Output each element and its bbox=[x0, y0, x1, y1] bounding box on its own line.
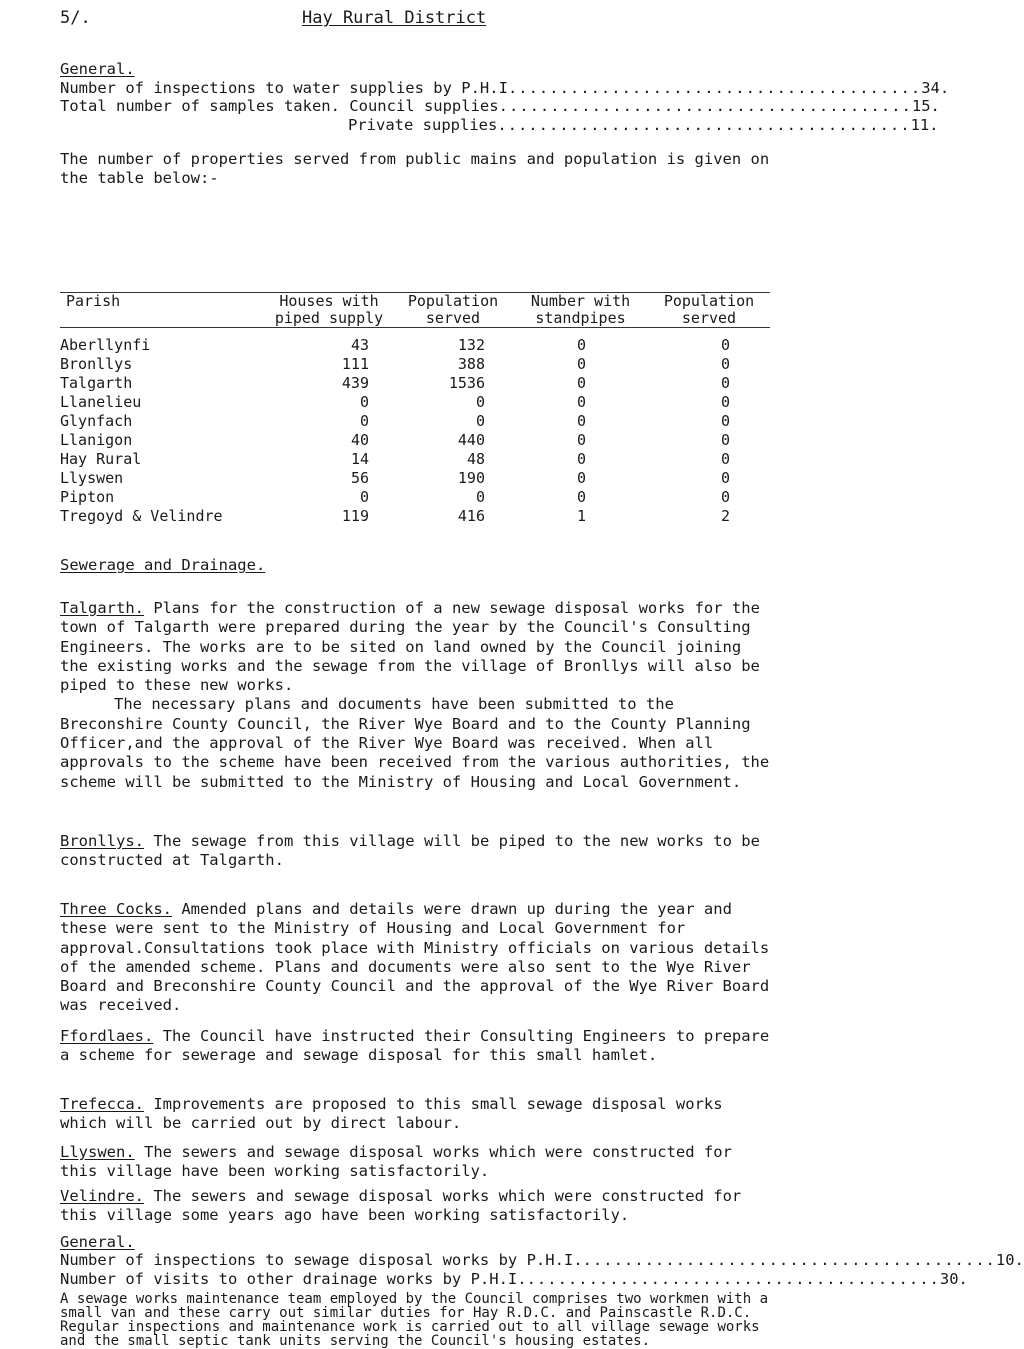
cell-population-2: 0 bbox=[720, 393, 730, 411]
talgarth-heading: Talgarth. bbox=[60, 599, 144, 617]
cell-population: 132 bbox=[457, 336, 485, 354]
sewage-inspections-line: Number of inspections to sewage disposal works by P.H.I. ........................................ 10. bbox=[60, 1251, 1024, 1269]
trefecca-text: Improvements are proposed to this small sewage disposal works which will be carried out by direct labour. bbox=[60, 1095, 723, 1133]
table-row bbox=[60, 393, 770, 412]
section-bronllys bbox=[60, 832, 772, 871]
drainage-visits-value: 30. bbox=[939, 1270, 968, 1288]
cell-population: 0 bbox=[475, 488, 485, 506]
cell-parish: Hay Rural bbox=[60, 450, 142, 468]
cell-population-2: 0 bbox=[720, 412, 730, 430]
table-row bbox=[60, 507, 770, 526]
cell-houses: 56 bbox=[350, 469, 369, 487]
maintenance-text: A sewage works maintenance team employed by the Council comprises two workmen with a small van and these carry out similar duties for Hay R.D.C. and Painscastle R.D.C. Regular inspections and maintenance work is carried out to all village sewage works and the small septic tank units serving the Council's housing estates. bbox=[60, 1291, 769, 1349]
cell-population-2: 0 bbox=[720, 374, 730, 392]
table-header-row bbox=[60, 293, 770, 328]
cell-population: 416 bbox=[457, 507, 485, 525]
table-row bbox=[60, 355, 770, 374]
cell-standpipes: 0 bbox=[576, 488, 586, 506]
section-three-cocks bbox=[60, 900, 772, 1016]
cell-standpipes: 0 bbox=[576, 355, 586, 373]
cell-population-2: 0 bbox=[720, 431, 730, 449]
samples-private-label: Private supplies bbox=[348, 116, 498, 134]
cell-parish: Llanelieu bbox=[60, 393, 142, 411]
llyswen-text: The sewers and sewage disposal works which were constructed for this village have been working satisfactorily. bbox=[60, 1143, 732, 1181]
cell-standpipes: 0 bbox=[576, 393, 586, 411]
cell-population: 48 bbox=[466, 450, 485, 468]
col-header-population-2: Population served bbox=[663, 292, 755, 327]
talgarth-text-1: Plans for the construction of a new sewage disposal works for the town of Talgarth were prepared during the year by the Council's Consulting Engineers. The works are to be sited on land owned by the Council joining the existing works and the sewage from the village of Bronllys will also be piped to these new works. bbox=[60, 599, 760, 695]
ffordlaes-heading: Ffordlaes. bbox=[60, 1027, 154, 1045]
table-row bbox=[60, 412, 770, 431]
cell-houses: 0 bbox=[359, 393, 369, 411]
three-cocks-text: Amended plans and details were drawn up during the year and these were sent to the Ministry of Housing and Local Government for approval.Consultations took place with Ministry officials on various details of the amended scheme. Plans and documents were also sent to the Wye River Board and Breconshire County Council and the approval of the Wye River Board was received. bbox=[60, 900, 770, 1015]
table-row bbox=[60, 431, 770, 450]
cell-population-2: 0 bbox=[720, 336, 730, 354]
samples-private-line: Private supplies ........................................ 11. bbox=[348, 116, 939, 134]
bronllys-heading: Bronllys. bbox=[60, 832, 144, 850]
section-velindre bbox=[60, 1187, 772, 1226]
samples-council-label: Total number of samples taken. Council supplies bbox=[60, 97, 499, 115]
cell-population: 388 bbox=[457, 355, 485, 373]
cell-houses: 0 bbox=[359, 488, 369, 506]
velindre-heading: Velindre. bbox=[60, 1187, 144, 1205]
cell-standpipes: 0 bbox=[576, 469, 586, 487]
talgarth-text-2: The necessary plans and documents have been submitted to the Breconshire County Council, the River Wye Board and to the County Planning Officer,and the approval of the River Wye Board was received. When all approvals to the scheme have been received from the various authorities, the scheme will be submitted to the Ministry of Housing and Local Government. bbox=[60, 695, 770, 791]
sewage-general-heading: General. bbox=[60, 1233, 135, 1251]
page-number: 5/. bbox=[60, 8, 91, 28]
cell-parish: Pipton bbox=[60, 488, 115, 506]
properties-table bbox=[60, 292, 770, 526]
table-row bbox=[60, 450, 770, 469]
cell-houses: 40 bbox=[350, 431, 369, 449]
page-title: Hay Rural District bbox=[302, 8, 487, 28]
cell-houses: 439 bbox=[341, 374, 369, 392]
table-row bbox=[60, 374, 770, 393]
water-general-heading: General. bbox=[60, 60, 135, 78]
table-row bbox=[60, 469, 770, 488]
table-row bbox=[60, 336, 770, 355]
cell-standpipes: 0 bbox=[576, 412, 586, 430]
section-talgarth bbox=[60, 599, 772, 792]
trefecca-heading: Trefecca. bbox=[60, 1095, 144, 1113]
cell-parish: Talgarth bbox=[60, 374, 133, 392]
col-header-population: Population served bbox=[407, 292, 499, 327]
water-intro: The number of properties served from public mains and population is given on the table below:- bbox=[60, 150, 770, 188]
velindre-text: The sewers and sewage disposal works which were constructed for this village some years ago have been working satisfactorily. bbox=[60, 1187, 742, 1225]
cell-parish: Tregoyd & Velindre bbox=[60, 507, 223, 525]
cell-houses: 43 bbox=[350, 336, 369, 354]
cell-standpipes: 0 bbox=[576, 336, 586, 354]
cell-population: 0 bbox=[475, 412, 485, 430]
three-cocks-heading: Three Cocks. bbox=[60, 900, 172, 918]
table-body bbox=[60, 328, 770, 527]
cell-population-2: 2 bbox=[720, 507, 730, 525]
sewage-inspections-label: Number of inspections to sewage disposal works by P.H.I. bbox=[60, 1251, 583, 1269]
cell-standpipes: 0 bbox=[576, 374, 586, 392]
cell-houses: 14 bbox=[350, 450, 369, 468]
samples-council-line: Total number of samples taken. Council supplies ........................................ 15. bbox=[60, 97, 940, 115]
section-trefecca bbox=[60, 1095, 772, 1134]
water-inspections-label: Number of inspections to water supplies by P.H.I bbox=[60, 79, 508, 97]
col-header-parish: Parish bbox=[66, 292, 121, 310]
bronllys-text: The sewage from this village will be piped to the new works to be constructed at Talgarth. bbox=[60, 832, 760, 870]
cell-population: 440 bbox=[457, 431, 485, 449]
cell-population: 1536 bbox=[448, 374, 485, 392]
water-inspections-line: Number of inspections to water supplies by P.H.I ........................................ 34. bbox=[60, 79, 950, 97]
cell-parish: Bronllys bbox=[60, 355, 133, 373]
cell-parish: Llanigon bbox=[60, 431, 133, 449]
cell-houses: 0 bbox=[359, 412, 369, 430]
drainage-visits-label: Number of visits to other drainage works by P.H.I. bbox=[60, 1270, 527, 1288]
cell-parish: Aberllynfi bbox=[60, 336, 151, 354]
cell-population-2: 0 bbox=[720, 469, 730, 487]
cell-population-2: 0 bbox=[720, 450, 730, 468]
cell-population-2: 0 bbox=[720, 488, 730, 506]
col-header-houses: Houses with piped supply bbox=[274, 292, 384, 327]
section-llyswen bbox=[60, 1143, 772, 1182]
sewage-inspections-value: 10. bbox=[995, 1251, 1024, 1269]
cell-standpipes: 0 bbox=[576, 431, 586, 449]
drainage-visits-line: Number of visits to other drainage works by P.H.I. ........................................ 30. bbox=[60, 1270, 968, 1288]
samples-council-value: 15. bbox=[911, 97, 940, 115]
table-row bbox=[60, 488, 770, 507]
ffordlaes-text: The Council have instructed their Consulting Engineers to prepare a scheme for sewerage and sewage disposal for this small hamlet. bbox=[60, 1027, 770, 1065]
cell-parish: Llyswen bbox=[60, 469, 124, 487]
cell-houses: 119 bbox=[341, 507, 369, 525]
section-ffordlaes bbox=[60, 1027, 772, 1066]
samples-private-value: 11. bbox=[910, 116, 939, 134]
cell-population-2: 0 bbox=[720, 355, 730, 373]
cell-standpipes: 0 bbox=[576, 450, 586, 468]
cell-population: 0 bbox=[475, 393, 485, 411]
cell-population: 190 bbox=[457, 469, 485, 487]
cell-houses: 111 bbox=[341, 355, 369, 373]
col-header-standpipes: Number with standpipes bbox=[530, 292, 631, 327]
cell-parish: Glynfach bbox=[60, 412, 133, 430]
water-inspections-value: 34. bbox=[921, 79, 950, 97]
sewerage-heading: Sewerage and Drainage. bbox=[60, 556, 266, 574]
cell-standpipes: 1 bbox=[576, 507, 586, 525]
llyswen-heading: Llyswen. bbox=[60, 1143, 135, 1161]
